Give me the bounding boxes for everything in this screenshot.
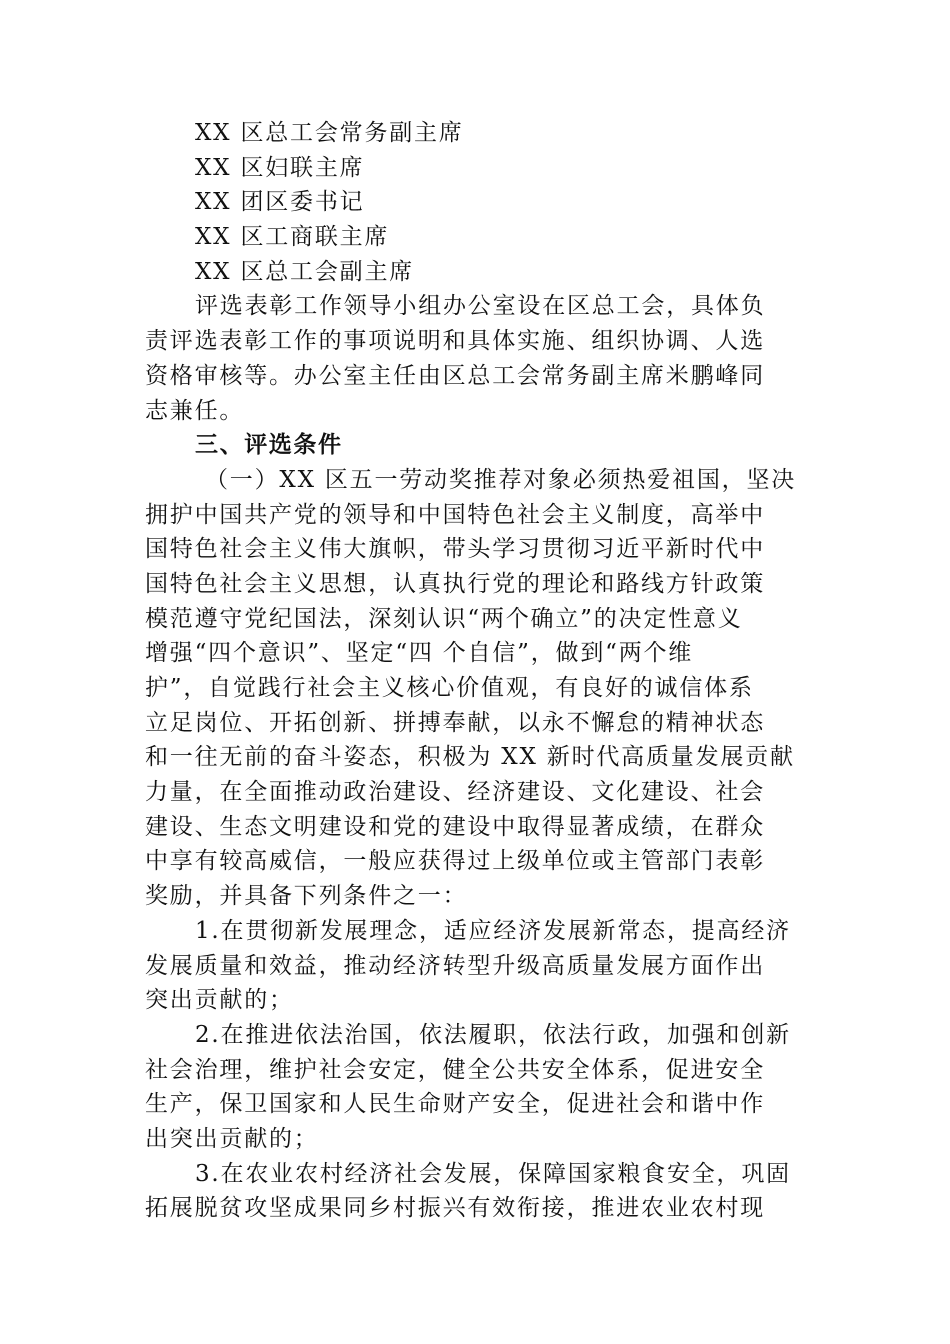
paragraph-line: 奖励，并具备下列条件之一： bbox=[145, 883, 468, 910]
document-page bbox=[145, 116, 805, 1226]
paragraph-line: 2.在推进依法治国，依法履职，依法行政，加强和创新 bbox=[195, 1021, 791, 1048]
paragraph-line: （一）XX 区五一劳动奖推荐对象必须热爱祖国，坚决 bbox=[205, 466, 797, 493]
condition-item-2 bbox=[145, 1018, 805, 1157]
leader-line: XX 区总工会常务副主席 bbox=[195, 120, 464, 146]
condition-item-1 bbox=[145, 914, 805, 1018]
leader-line: XX 区总工会副主席 bbox=[195, 258, 415, 285]
paragraph-line: 生产，保卫国家和人民生命财产安全，促进社会和谐中作 bbox=[145, 1091, 765, 1118]
condition-item-3 bbox=[145, 1157, 805, 1226]
paragraph-line: 护”，自觉践行社会主义核心价值观，有良好的诚信体系 bbox=[145, 675, 754, 701]
paragraph-line: 志兼任。 bbox=[145, 397, 245, 424]
paragraph-line: 资格审核等。办公室主任由区总工会常务副主席米鹏峰同 bbox=[145, 362, 765, 389]
paragraph-line: 评选表彰工作领导小组办公室设在区总工会，具体负 bbox=[195, 293, 766, 320]
paragraph-line: 力量，在全面推动政治建设、经济建设、文化建设、社会 bbox=[145, 779, 765, 806]
office-paragraph bbox=[145, 289, 805, 428]
paragraph-line: 国特色社会主义思想，认真执行党的理论和路线方针政策 bbox=[145, 570, 765, 597]
paragraph-line: 拓展脱贫攻坚成果同乡村振兴有效衔接，推进农业农村现 bbox=[145, 1195, 765, 1222]
paragraph-line: 立足岗位、开拓创新、拼搏奉献，以永不懈怠的精神状态 bbox=[145, 709, 765, 736]
paragraph-line: 模范遵守党纪国法，深刻认识“两个确立”的决定性意义 bbox=[145, 605, 743, 632]
paragraph-line: 国特色社会主义伟大旗帜，带头学习贯彻习近平新时代中 bbox=[145, 536, 765, 563]
paragraph-line: 3.在农业农村经济社会发展，保障国家粮食安全，巩固 bbox=[195, 1160, 791, 1187]
paragraph-line: 社会治理，维护社会安定，健全公共安全体系，促进安全 bbox=[145, 1056, 765, 1083]
paragraph-line: 增强“四个意识”、坚定“四 个自信”，做到“两个维 bbox=[145, 640, 694, 667]
paragraph-line: 拥护中国共产党的领导和中国特色社会主义制度，高举中 bbox=[145, 501, 765, 528]
leader-list bbox=[145, 116, 805, 289]
leader-line: XX 区工商联主席 bbox=[195, 224, 390, 251]
leader-line: XX 团区委书记 bbox=[195, 189, 365, 216]
condition-one-paragraph bbox=[145, 463, 805, 914]
leader-line: XX 区妇联主席 bbox=[195, 154, 365, 181]
paragraph-line: 出突出贡献的； bbox=[145, 1125, 319, 1152]
paragraph-line: 和一往无前的奋斗姿态，积极为 XX 新时代高质量发展贡献 bbox=[145, 744, 795, 771]
section-heading: 三、评选条件 bbox=[195, 432, 343, 459]
paragraph-line: 中享有较高威信，一般应获得过上级单位或主管部门表彰 bbox=[145, 848, 765, 875]
paragraph-line: 发展质量和效益，推动经济转型升级高质量发展方面作出 bbox=[145, 952, 765, 979]
paragraph-line: 1.在贯彻新发展理念，适应经济发展新常态，提高经济 bbox=[195, 917, 791, 944]
paragraph-line: 建设、生态文明建设和党的建设中取得显著成绩，在群众 bbox=[145, 813, 765, 840]
paragraph-line: 责评选表彰工作的事项说明和具体实施、组织协调、人选 bbox=[145, 328, 765, 355]
paragraph-line: 突出贡献的； bbox=[145, 987, 294, 1014]
